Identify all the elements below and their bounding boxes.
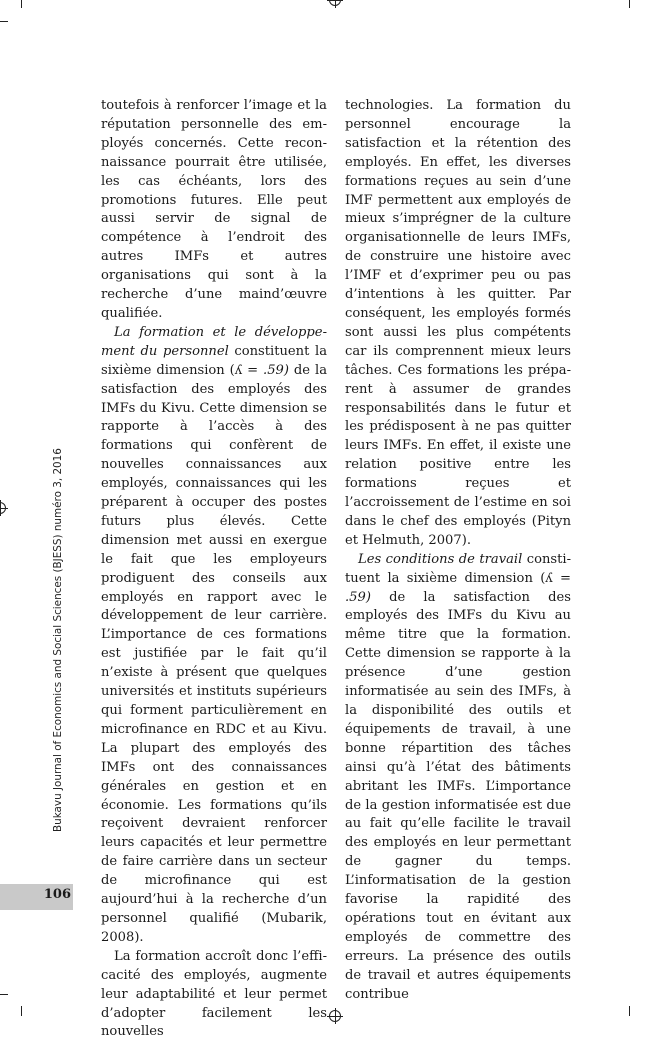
text-run: de la satisfaction des employés des IMFs du Kivu. Cette dimension se rapporte à l’accès à des formations qui confèrent de nouvelles connaissances aux employés, connaissances qui les préparent à occuper des postes futurs plus élevés. Cette dimension met aussi en exergue le fait que les employeurs prodiguent des conseils aux employés en rapport avec le développement de leur carrière. L’importance de ces formations est justifiée par le fait qu’il n’existe à présent que quelques universités et instituts supérieurs qui forment particulièrement en microfinance en RDC et au Kivu. La plupart des employés des IMFs ont des connaissances générales en gestion et en économie. Les formations qu’ils reçoivent devraient renforcer leurs capacités et leur permettre de faire carrière dans un secteur de microfinance qui est aujourd’hui à la recherche d’un personnel qualifié (Mubarik, 2008). — [101, 362, 327, 945]
registration-mark-bottom — [329, 1010, 341, 1022]
text-column-left — [101, 97, 327, 1042]
crop-mark-bottom-left — [21, 1006, 22, 1016]
paragraph — [345, 551, 571, 1005]
crop-mark-top-left — [21, 0, 22, 8]
text-run: constituent la sixième dimension (ʎ = — [101, 343, 328, 378]
paragraph: technologies. La formation du personnel encourage la satisfaction et la rétention des employés. En effet, les diverses formations reçues au sein d’une IMF permettent aux employés de mieux s’imprégner de la culture organisationnelle de leurs IMFs, de construire une histoire avec l’IMF et d’exprimer peu ou pas d’intentions à les quitter. Par conséquent, les employés formés sont aussi les plus compétents car ils comprennent mieux leurs tâches. Ces formations les préparent à assumer de grandes responsabilités dans le futur et les prédisposent à ne pas quitter leurs IMFs. En effet, il existe une relation positive entre les formations reçues et l’accroissement de l’estime en soi dans le chef des employés (Pityn et Helmuth, 2007). — [345, 98, 571, 548]
italic-term: Les conditions de travail — [358, 551, 523, 567]
page-number-box — [0, 884, 73, 910]
paragraph: toutefois à renforcer l’image et la réputation personnelle des employés concernés. Cette reconnaissance pourrait être utilisée, les cas échéants, lors des promotions futures. Elle peut aussi servir de signal de compétence à l’endroit des autres IMFs et autres organisations qui sont à la recherche d’une maind’œuvre qualifiée. — [101, 98, 327, 321]
paragraph — [101, 324, 327, 948]
text-run: constituent la sixième dimension (ʎ = — [345, 551, 571, 586]
registration-mark-left — [0, 502, 6, 514]
text-column-right — [345, 97, 571, 1005]
crop-mark-bottom-left-h — [0, 994, 8, 995]
lambda-value: .59) — [263, 362, 289, 378]
crop-mark-bottom-right — [629, 1006, 630, 1016]
paragraph: La formation accroît donc l’efficacité des employés, augmente leur adaptabilité et leur permet d’adopter facilement les nouvelles — [101, 948, 327, 1040]
crop-mark-top-right — [629, 0, 630, 8]
italic-term: La formation et le développement du personnel — [101, 324, 327, 359]
text-run: de la satisfaction des employés des IMFs du Kivu au même titre que la formation. Cette dimension se rapporte à la présence d’une gestion informatisée au sein des IMFs, à la disponibilité des outils et équipements de travail, à une bonne répartition des tâches ainsi qu’à l’état des bâtiments abritant les IMFs. L’importance de la gestion informatisée est due au fait qu’elle facilite le travail des employés en leur permettant de gagner du temps. L’informatisation de la gestion favorise la rapidité des opérations tout en évitant aux employés de commettre des erreurs. La présence des outils de travail et autres équipements contribue — [345, 589, 571, 1002]
registration-mark-top — [329, 0, 341, 6]
running-head-journal: Bukavu Journal of Economics and Social Sciences (BJESS) numéro 3, 2016 — [52, 448, 64, 832]
lambda-value: .59) — [345, 589, 371, 605]
page-number: 106 — [43, 887, 71, 902]
crop-mark-top-left-h — [0, 21, 8, 22]
